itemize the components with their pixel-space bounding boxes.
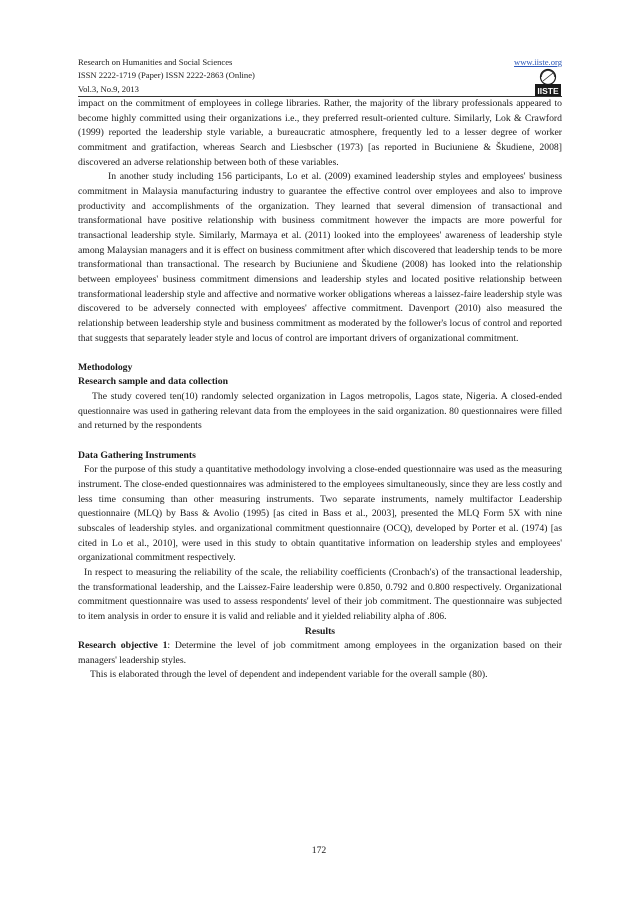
paragraph-5: In respect to measuring the reliability of the scale, the reliability coefficients (Cronbach's) of the transactional leadership, the transformational leadership, and the Laissez-Faire leadership were 0.850, 0.792 and 0.800 respectively. Organizational commitment questionnaire was used to assess respondents' level of their job commitment. The questionnaire was subjected to item analysis in order to ensure it is valid and reliable and it yielded reliability alpha of .806. [78,566,562,622]
objective-paragraph [78,639,562,668]
page-number: 172 [311,845,327,856]
spacer [78,434,562,449]
page-header [78,56,562,96]
website-link[interactable]: www.iiste.org [514,57,562,67]
results-heading: Results [304,625,336,637]
header-row-1 [78,56,562,69]
logo-text: IISTE [537,86,559,96]
issn-line: ISSN 2222-1719 (Paper) ISSN 2222-2863 (Online) [78,70,255,81]
journal-title: Research on Humanities and Social Sciences [78,57,233,67]
methodology-heading: Methodology [78,361,133,373]
paragraph-2: In another study including 156 participants, Lo et al. (2009) examined leadership styles and employees' business commitment in Malaysia manufacturing industry to guarantee the effective control over employees and also to improve productivity and accomplishments of the organization. They learned that several dimension of transactional and transformational have positive relationship with business commitment however the impacts are more powerful for transactional leadership style. Similarly, Marmaya et al. (2011) looked into the employees' awareness of leadership style among Malaysian managers and it is effect on business commitment after which discovered that leadership tends to be more transformational than transactional. The research by Buciuniene and Škudiene (2008) has looked into the relationship between employees' business commitment dimensions and leadership styles and located positive relationship between transformational leadership style and affective and normative worker obligations whereas a laissez-faire leadership style was discovered to be adversely connected with employees' affective commitment. Davenport (2010) also measured the relationship between leadership style and business commitment as moderated by the follower's locus of control and reported that suggests that separately leader style and locus of control are important drivers of organizational commitment. [78,171,562,344]
paragraph-3: The study covered ten(10) randomly selected organization in Lagos metropolis, Lagos state, Nigeria. A closed-ended questionnaire was used in gathering relevant data from the employees in the said organization. 80 questionnaires were filled and returned by the respondents [78,391,562,432]
volume-line: Vol.3, No.9, 2013 [78,83,139,94]
iiste-logo-icon [534,68,562,98]
sample-heading: Research sample and data collection [78,376,228,388]
page-body [78,97,562,683]
objective-text: : Determine the level of job commitment among employees in the organization based on their managers' leadership styles. [78,640,562,666]
instruments-heading: Data Gathering Instruments [78,449,196,461]
paragraph-4: For the purpose of this study a quantitative methodology involving a close-ended questionnaire was used as the measuring instrument. The close-ended questionnaires was administered to the employees simultaneously, since they are less costly and less time consuming than other measuring instruments. Two separate instruments, namely multifactor Leadership questionnaire (MLQ) by Bass & Avolio (1995) [as cited in Bass et al., 2003], presented the MLQ Form 5X with nine subscales of leadership styles. and organizational commitment questionnaire (OCQ), developed by Porter et al. (1974) [as cited in Lo et al., 2010], were used in this study to obtain quantitative information on leadership styles and employees' organizational commitment respectively. [78,464,562,564]
objective-label: Research objective 1 [78,640,168,652]
paragraph-1: impact on the commitment of employees in college libraries. Rather, the majority of the library professionals appeared to become highly committed using their organizations i.e., they preferred result-oriented culture. Similarly, Lok & Crawford (1999) reported the leadership style variable, a bureaucratic atmosphere, frequently led to a lesser degree of worker commitment and gratifaction, whereas Search and Liesbscher (1973) [as reported in Buciuniene & Škudiene, 2008] discovered an adverse relationship between both of these variables. [78,98,562,168]
paragraph-6: This is elaborated through the level of dependent and independent variable for the overall sample (80). [90,669,488,681]
spacer [78,346,562,361]
